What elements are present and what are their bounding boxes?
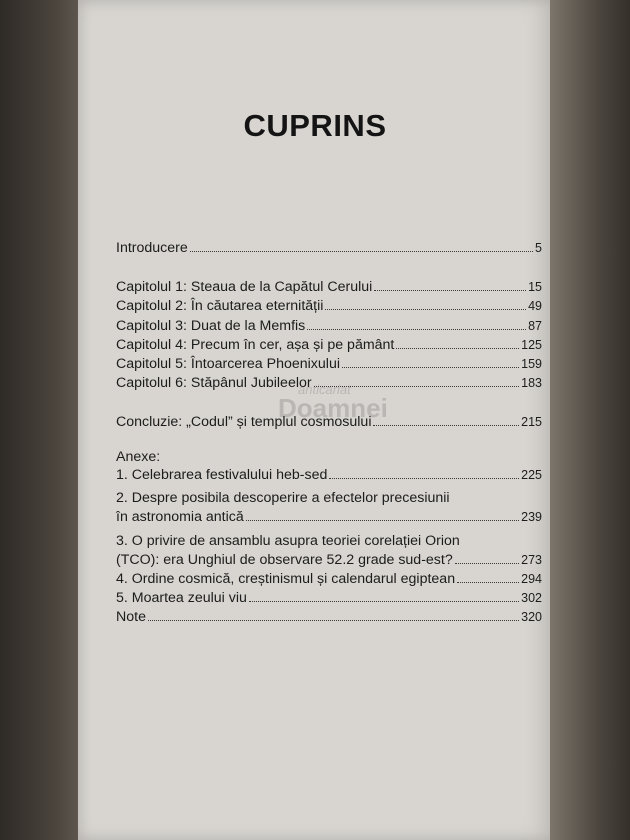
toc-entry-chapter: [116, 337, 542, 354]
toc-label: Capitolul 6: Stăpânul Jubileelor: [116, 375, 312, 391]
toc-label: Concluzie: „Codul” și templul cosmosului: [116, 414, 372, 430]
toc-leader: [148, 610, 519, 621]
toc-entry-annex: [116, 552, 542, 569]
toc-entry-annex: [116, 467, 542, 484]
watermark-line2: Doamnei: [278, 393, 388, 423]
toc-label: Capitolul 2: În căutarea eternității: [116, 298, 324, 314]
toc-label: Introducere: [116, 240, 188, 256]
annexes-heading: Anexe:: [116, 449, 161, 465]
toc-leader: [342, 357, 519, 368]
toc-leader: [249, 591, 519, 602]
toc-leader: [396, 338, 519, 349]
toc-leader: [374, 280, 526, 291]
toc-entry-chapter: [116, 356, 542, 373]
toc-page: 159: [521, 357, 542, 371]
toc-page: 87: [528, 319, 542, 333]
toc-label-line1: 3. O privire de ansamblu asupra teoriei corelației Orion: [116, 533, 460, 549]
toc-page: 125: [521, 338, 542, 352]
toc-page: 320: [521, 610, 542, 624]
toc-leader: [190, 241, 533, 252]
toc-page: 239: [521, 510, 542, 524]
toc-entry-annex: [116, 590, 542, 607]
toc-page: 49: [528, 299, 542, 313]
toc-leader: [307, 319, 526, 330]
toc-page: 5: [535, 241, 542, 255]
toc-entry-chapter: [116, 279, 542, 296]
toc-page: 273: [521, 553, 542, 567]
toc-label-line1: 2. Despre posibila descoperire a efectelor precesiunii: [116, 490, 450, 506]
toc-page: 183: [521, 376, 542, 390]
toc-label: 4. Ordine cosmică, creștinismul și calendarul egiptean: [116, 571, 456, 587]
toc-leader: [455, 553, 519, 564]
toc-label: Capitolul 4: Precum în cer, așa și pe pământ: [116, 337, 395, 353]
toc-entry-chapter: [116, 318, 542, 335]
toc-leader: [325, 299, 526, 310]
toc-page: 215: [521, 415, 542, 429]
toc-label: 1. Celebrarea festivalului heb-sed: [116, 467, 328, 483]
toc-entry-chapter: [116, 298, 542, 315]
toc-label: Note: [116, 609, 146, 625]
toc-leader: [314, 376, 520, 387]
toc-page: 294: [521, 572, 542, 586]
watermark-line1: anticariat: [298, 382, 351, 397]
toc-page: 15: [528, 280, 542, 294]
toc-leader: [373, 415, 519, 426]
toc-entry-annex: [116, 509, 542, 526]
toc-label-line2: (TCO): era Unghiul de observare 52.2 grade sud-est?: [116, 552, 453, 568]
toc-label: Capitolul 5: Întoarcerea Phoenixului: [116, 356, 340, 372]
toc-entry-annex: [116, 571, 542, 588]
page-title: CUPRINS: [243, 108, 387, 143]
toc-label: Capitolul 1: Steaua de la Capătul Cerului: [116, 279, 373, 295]
toc-label: 5. Moartea zeului viu: [116, 590, 247, 606]
toc-page: 302: [521, 591, 542, 605]
toc-entry-chapter: [116, 375, 542, 392]
toc-entry-conclusion: [116, 414, 542, 431]
toc-entry-intro: [116, 240, 542, 257]
toc-label-line2: în astronomia antică: [116, 509, 244, 525]
toc-leader: [457, 572, 519, 583]
toc-label: Capitolul 3: Duat de la Memfis: [116, 318, 306, 334]
toc-leader: [246, 510, 519, 521]
toc-page: 225: [521, 468, 542, 482]
toc-leader: [329, 468, 519, 479]
toc-entry-notes: [116, 609, 542, 626]
